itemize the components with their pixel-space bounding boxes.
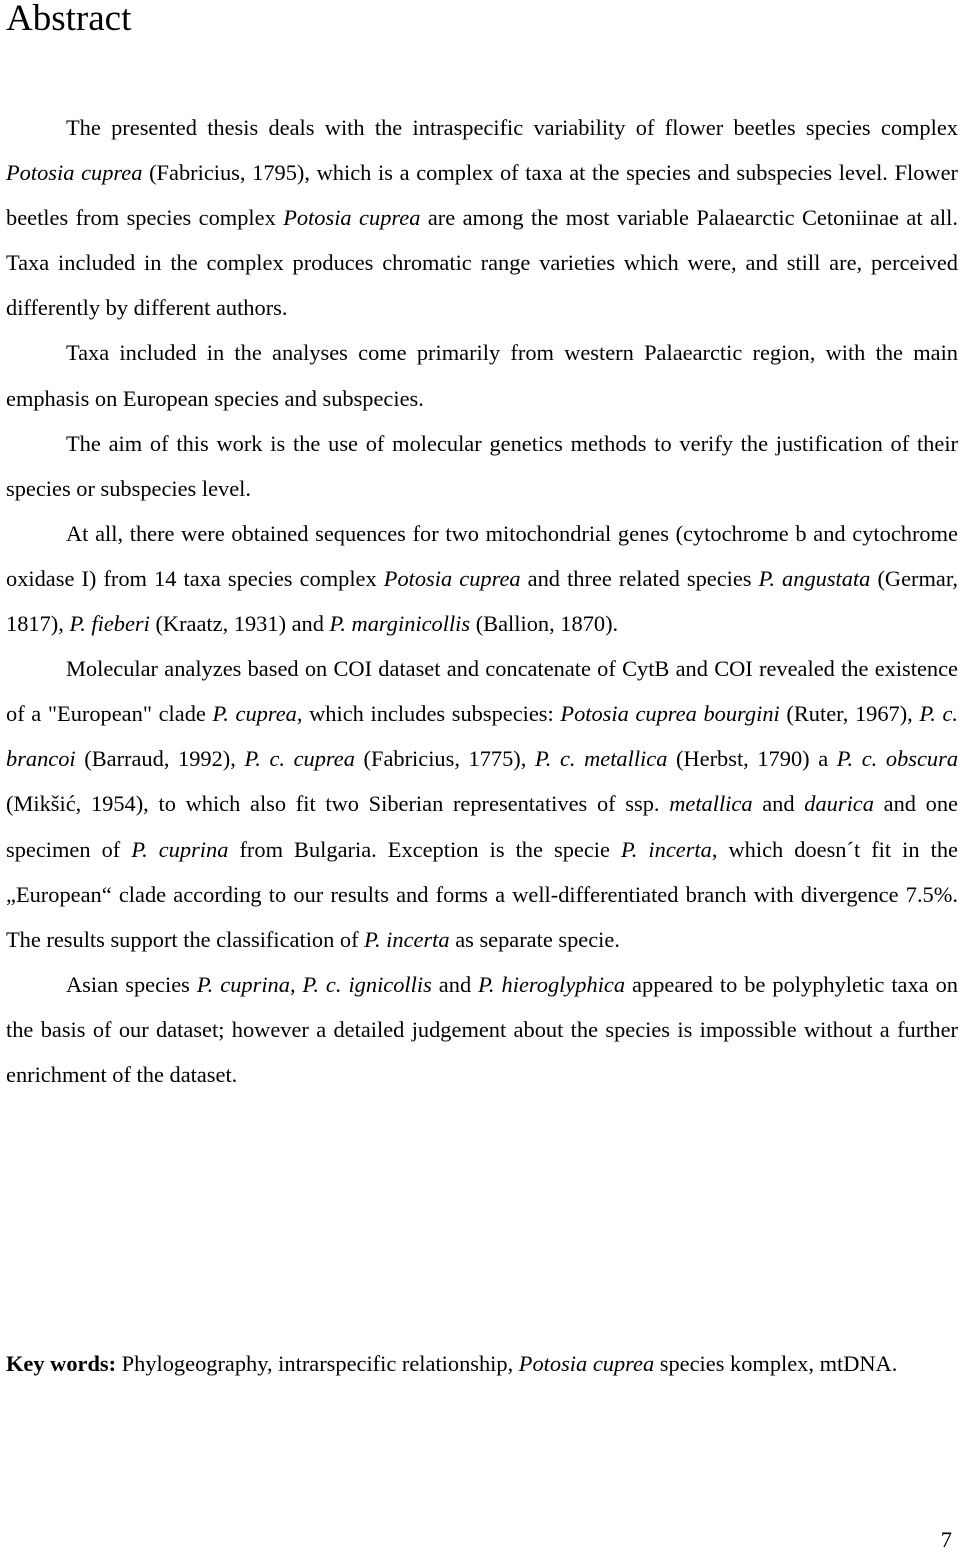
text-run: Phylogeography, intrarspecific relationship,: [116, 1351, 519, 1376]
species-name: P. c. ignicollis: [302, 971, 432, 997]
keywords-text: [116, 1351, 897, 1376]
species-name: P. cuprea: [212, 701, 297, 727]
text-run: (Ballion, 1870).: [470, 611, 619, 637]
species-name: P. c. brancoi: [6, 701, 959, 772]
species-name: Potosia cuprea: [518, 1351, 655, 1376]
text-run: (Mikšić, 1954), to which also fit two Siberian representatives of ssp.: [6, 791, 670, 817]
text-run: (Ruter, 1967),: [779, 701, 920, 727]
abstract-paragraph: [6, 421, 958, 511]
abstract-paragraph: [6, 962, 958, 1097]
keywords-label: Key words:: [6, 1351, 117, 1376]
text-run: appeared to be polyphyletic taxa on the basis of our dataset; however a detailed judgement about the species is impossible without a further enrichment of the dataset.: [6, 971, 959, 1087]
species-name: P. cuprina: [196, 971, 290, 997]
species-name: P. hieroglyphica: [478, 971, 626, 997]
text-run: and one specimen of: [6, 791, 958, 862]
text-run: ,: [289, 971, 303, 997]
abstract-paragraph: [6, 646, 958, 962]
text-run: are among the most variable Palaearctic Cetoniinae at all. Taxa included in the complex produces chromatic range varieties which were, and still are, perceived differently by different authors.: [6, 205, 958, 321]
page-title: Abstract: [6, 0, 132, 39]
text-run: and: [431, 971, 479, 997]
page-number: 7: [940, 1527, 952, 1552]
text-run: Asian species: [66, 971, 197, 997]
species-name: metallica: [669, 791, 753, 817]
text-run: The presented thesis deals with the intraspecific variability of flower beetles species complex: [66, 115, 958, 140]
text-run: from Bulgaria. Exception is the specie: [228, 836, 621, 862]
text-run: (Herbst, 1790) a: [667, 746, 837, 772]
species-name: Potosia cuprea: [6, 160, 143, 186]
species-name: P. incerta: [620, 836, 712, 862]
text-run: as separate specie.: [449, 926, 620, 952]
text-run: species komplex, mtDNA.: [654, 1351, 898, 1376]
text-run: (Germar, 1817),: [6, 565, 958, 637]
text-run: (Fabricius, 1795), which is a complex of taxa at the species and subspecies level. Flower beetles from species complex: [6, 160, 958, 231]
text-run: and: [752, 791, 805, 817]
abstract-paragraph: [6, 330, 958, 420]
species-name: daurica: [804, 791, 874, 817]
text-run: (Fabricius, 1775),: [354, 746, 535, 772]
species-name: Potosia cuprea: [383, 565, 521, 591]
abstract-paragraph: [6, 511, 958, 646]
species-name: P. angustata: [758, 565, 871, 591]
text-run: , which includes subspecies:: [296, 701, 561, 727]
abstract-paragraph: [6, 105, 958, 330]
species-name: Potosia cuprea bourgini: [560, 701, 780, 727]
text-run: and three related species: [520, 565, 759, 591]
text-run: (Barraud, 1992),: [75, 746, 245, 772]
keywords-line: [6, 1341, 958, 1386]
species-name: P. marginicollis: [329, 611, 471, 637]
text-run: The aim of this work is the use of molecular genetics methods to verify the justification of their species or subspecies level.: [6, 430, 958, 501]
species-name: P. c. obscura: [836, 746, 959, 772]
species-name: P. c. metallica: [534, 746, 668, 772]
species-name: P. cuprina: [131, 836, 229, 862]
species-name: P. c. cuprea: [244, 746, 355, 772]
text-run: Molecular analyzes based on COI dataset and concatenate of CytB and COI revealed the existence of a "European" clade: [6, 656, 958, 727]
species-name: Potosia cuprea: [283, 205, 421, 231]
abstract-body: [6, 105, 958, 1097]
text-run: Taxa included in the analyses come primarily from western Palaearctic region, with the main emphasis on European species and subspecies.: [6, 340, 958, 411]
species-name: P. incerta: [364, 926, 450, 952]
text-run: , which doesn´t fit in the „European“ clade according to our results and forms a well-differentiated branch with divergence 7.5%. The results support the classification of: [6, 836, 958, 952]
text-run: At all, there were obtained sequences for two mitochondrial genes (cytochrome b and cytochrome oxidase I) from 14 taxa species complex: [6, 520, 958, 591]
text-run: (Kraatz, 1931) and: [149, 611, 330, 637]
species-name: P. fieberi: [69, 611, 150, 637]
